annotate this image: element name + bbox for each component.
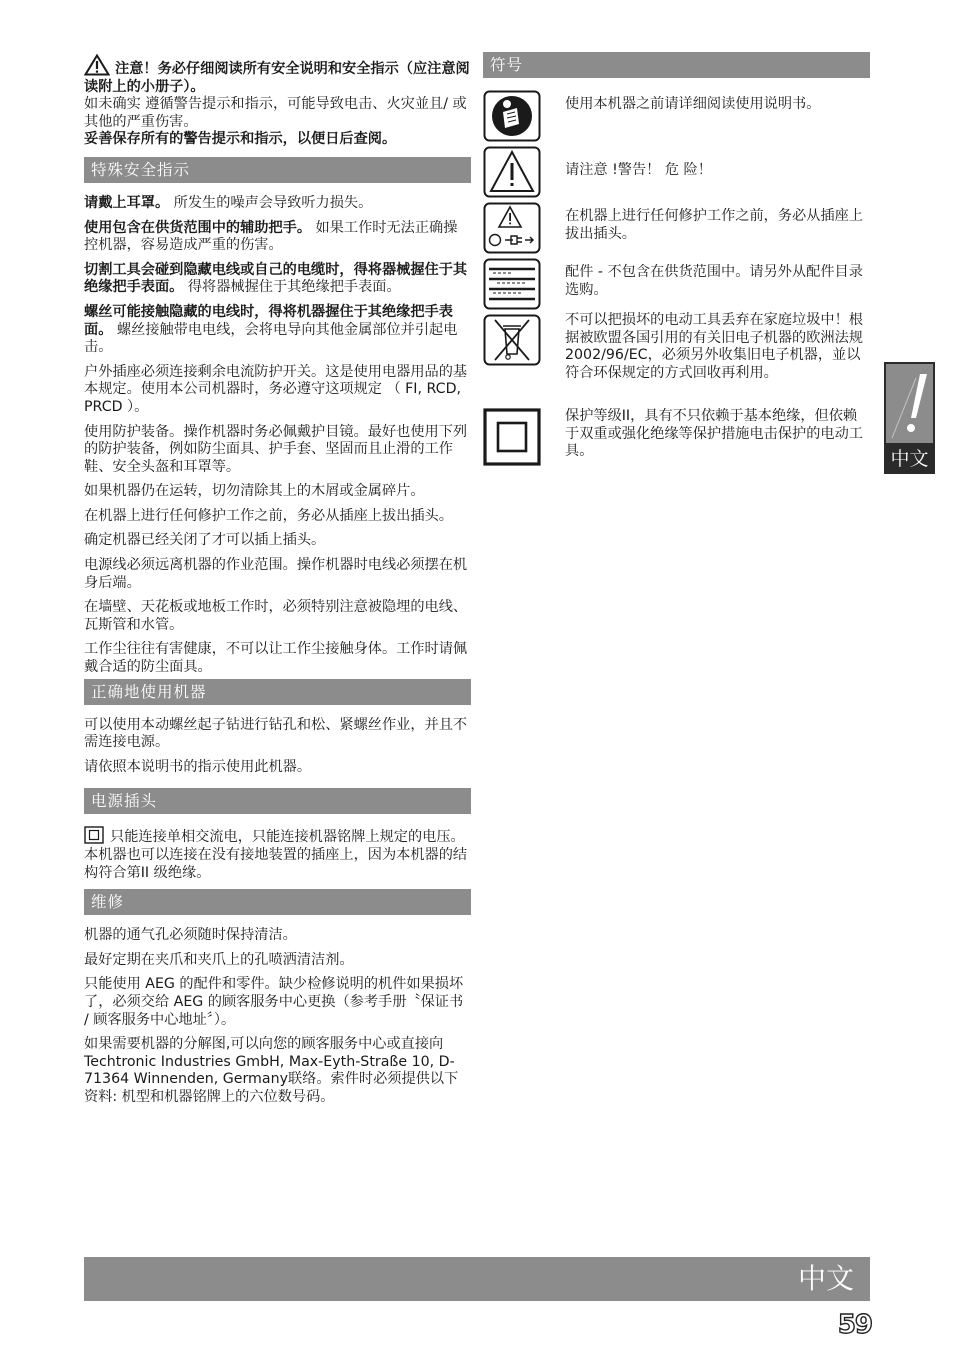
warning-body: 如未确实 遵循警告提示和指示，可能导致电击、火灾並且/ 或其他的严重伤害。 <box>84 96 467 130</box>
para-hidden-wires: 切割工具会碰到隐藏电线或自己的电缆时，得将器械握住于其绝缘把手表面。 得将器械握住于其绝缘把手表面。 <box>84 261 468 296</box>
para-protective-gear: 使用防护装备。操作机器时务必佩戴护目镜。最好也使用下列的防护装备，例如防尘面具、护手套、坚固而且止滑的工作鞋、安全头盔和耳罩等。 <box>84 423 468 475</box>
para-walls: 在墙壁、天花板或地板工作时，必须特别注意被隐埋的电线、瓦斯管和水管。 <box>84 599 468 633</box>
unplug-warning-icon <box>483 202 541 254</box>
para-plug: 只能连接单相交流电，只能连接机器铭牌上规定的电压。本机器也可以连接在没有接地装置的插座上，因为本机器的结构符合第II 级绝缘。 <box>84 826 471 882</box>
symbol-text-unplug: 在机器上进行任何修护工作之前，务必从插座上拔出插头。 <box>565 208 863 242</box>
para-screws-wires: 螺丝可能接触隐藏的电线时，得将机器握住于其绝缘把手表面。 螺丝接触带电电线，会将电导向其他金属部位并引起电击。 <box>84 303 458 356</box>
para-aux-handle: 使用包含在供货范围中的辅助把手。 如果工作时无法正确操控机器，容易造成严重的伤害。 <box>84 219 458 254</box>
para-maint-3: 只能使用 AEG 的配件和零件。缺少检修说明的机件如果损坏了，必须交给 AEG 的顾客服务中心更换（参考手册〝保证书 / 顾客服务中心地址〞）。 <box>84 976 464 1028</box>
side-tab-language: 中文 <box>890 448 929 470</box>
warning-heading-text: 注意！务必仔细阅读所有安全说明和安全指示（应注意阅读附上的小册子）。 <box>84 61 470 95</box>
section-title-maintenance: 维修 <box>84 889 471 915</box>
warning-keep: 妥善保存所有的警告提示和指示，以便日后查阅。 <box>84 131 397 148</box>
section-title-symbols: 符号 <box>483 52 870 78</box>
para-maint-4: 如果需要机器的分解图,可以向您的顾客服务中心或直接向 Techtronic Industries GmbH, Max-Eyth-Straße 10, D-71364 Winnenden, Germany联络。索件时必须提供以下资料: 机型和机器铭牌上的六位数号码。 <box>84 1036 459 1105</box>
para-rcd: 户外插座必须连接剩余电流防护开关。这是使用电器用品的基本规定。使用本公司机器时，务必遵守这项规定 （ FI, RCD, PRCD ）。 <box>84 363 468 415</box>
section-title-usage: 正确地使用机器 <box>84 679 471 705</box>
warning-heading <box>84 54 471 96</box>
footer-language: 中文 <box>797 1262 854 1295</box>
symbol-text-class-ii: 保护等级II，具有不只依赖于基本绝缘，但依赖于双重或强化绝缘等保护措施电击保护的电动工具。 <box>565 408 863 460</box>
para-dust: 工作尘往往有害健康，不可以让工作尘接触身体。工作时请佩戴合适的防尘面具。 <box>84 641 468 676</box>
symbol-text-manual: 使用本机器之前请详细阅读使用说明书。 <box>565 96 821 112</box>
para-switch-off: 确定机器已经关闭了才可以插上插头。 <box>84 532 326 549</box>
read-manual-icon <box>483 90 541 142</box>
para-cable: 电源线必须远离机器的作业范围。操作机器时电线必须摆在机身后端。 <box>84 557 468 591</box>
footer-bar <box>84 1257 870 1301</box>
weee-bin-icon <box>483 314 541 366</box>
para-chips: 如果机器仍在运转，切勿清除其上的木屑或金属碎片。 <box>84 483 425 500</box>
para-usage-2: 请依照本说明书的指示使用此机器。 <box>84 758 312 775</box>
right-column <box>483 52 870 460</box>
class-ii-icon <box>483 408 541 466</box>
page-number: 59 <box>837 1310 872 1340</box>
symbol-text-accessory: 配件 - 不包含在供货范围中。请另外从配件目录选购。 <box>565 264 863 298</box>
language-side-tab <box>884 362 935 474</box>
symbol-text-weee: 不可以把损坏的电动工具丢弃在家庭垃圾中！根据被欧盟各国引用的有关旧电子机器的欧洲法规2002/96/EC，必须另外收集旧电子机器，並以符合环保规定的方式回收再利用。 <box>565 312 863 381</box>
warning-triangle-icon <box>84 54 110 76</box>
side-tab-icon-box <box>886 364 933 443</box>
symbol-text-warning: 请注意 !警告！ 危 险！ <box>565 162 712 178</box>
para-unplug: 在机器上进行任何修护工作之前，务必从插座上拔出插头。 <box>84 507 453 524</box>
left-column <box>84 54 471 1114</box>
para-ear-protection: 请戴上耳罩。 所发生的噪声会导致听力损失。 <box>84 194 373 211</box>
class-ii-small-icon <box>84 826 104 844</box>
section-title-plug: 电源插头 <box>84 788 471 814</box>
accessory-icon <box>483 258 541 310</box>
para-usage-1: 可以使用本动螺丝起子钻进行钻孔和松、紧螺丝作业，并且不需连接电源。 <box>84 716 468 751</box>
warning-triangle-icon <box>483 146 541 198</box>
exclamation-icon <box>886 364 933 443</box>
section-title-special: 特殊安全指示 <box>84 157 471 183</box>
para-maint-1: 机器的通气孔必须随时保持清洁。 <box>84 927 297 944</box>
para-maint-2: 最好定期在夹爪和夹爪上的孔喷洒清洁剂。 <box>84 951 354 968</box>
